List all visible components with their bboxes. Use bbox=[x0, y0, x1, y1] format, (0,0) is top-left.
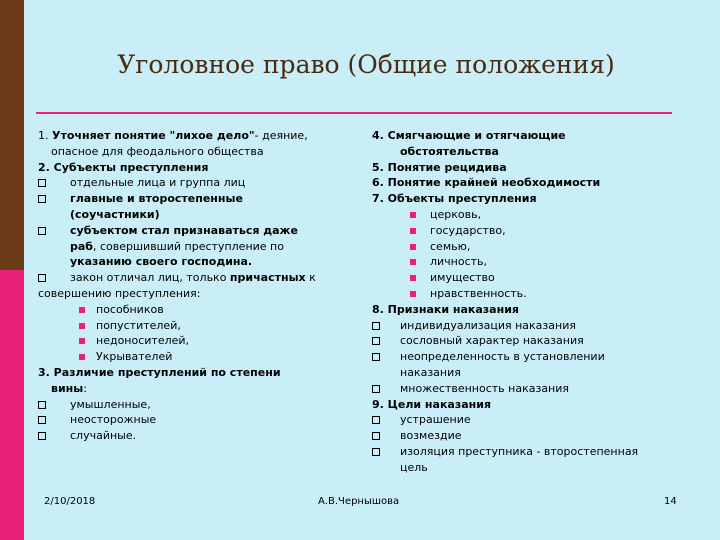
title-divider bbox=[36, 112, 672, 114]
list-item: 5. Понятие рецидива bbox=[372, 160, 507, 174]
square-bullet-icon bbox=[372, 322, 380, 330]
square-bullet-icon bbox=[372, 416, 380, 424]
list-item: сословный характер наказания bbox=[372, 333, 672, 349]
list-item: закон отличал лиц, только причастных к совершению преступления: bbox=[38, 271, 316, 300]
list-item: 7. Объекты преступления bbox=[372, 192, 537, 206]
list-item: государство, bbox=[372, 223, 672, 239]
footer-author: А.В.Чернышова bbox=[318, 496, 400, 507]
list-item: 1. Уточняет понятие "лихое дело"- деяние, опасное для феодального общества bbox=[38, 129, 308, 158]
list-item: неопределенность в установлении наказания bbox=[372, 349, 672, 381]
filled-bullet-icon bbox=[410, 212, 416, 218]
filled-bullet-icon bbox=[79, 338, 85, 344]
list-item: субъектом стал признаваться даже раб, совершивший преступление по указанию своего господина. bbox=[38, 223, 358, 270]
list-item: семью, bbox=[372, 239, 672, 255]
list-item: церковь, bbox=[372, 207, 672, 223]
filled-bullet-icon bbox=[410, 291, 416, 297]
footer-date: 2/10/2018 bbox=[44, 496, 96, 507]
right-column bbox=[372, 128, 672, 476]
page-number: 14 bbox=[664, 496, 677, 507]
filled-bullet-icon bbox=[410, 259, 416, 265]
square-bullet-icon bbox=[38, 274, 46, 282]
list-item: 8. Признаки наказания bbox=[372, 302, 519, 316]
square-bullet-icon bbox=[372, 337, 380, 345]
list-item: умышленные, bbox=[38, 397, 358, 413]
square-bullet-icon bbox=[38, 401, 46, 409]
filled-bullet-icon bbox=[410, 275, 416, 281]
list-item: имущество bbox=[372, 270, 672, 286]
list-item: неосторожные bbox=[38, 412, 358, 428]
list-item: недоносителей, bbox=[38, 333, 358, 349]
list-item: устрашение bbox=[372, 412, 672, 428]
square-bullet-icon bbox=[372, 448, 380, 456]
square-bullet-icon bbox=[38, 195, 46, 203]
list-item: пособников bbox=[38, 302, 358, 318]
list-item: нравственность. bbox=[372, 286, 672, 302]
list-item: изоляция преступника - второстепенная цель bbox=[372, 444, 672, 476]
list-item: 4. Смягчающие и отягчающие обстоятельства bbox=[372, 129, 566, 158]
accent-bar-bottom bbox=[0, 270, 24, 540]
slide-title: Уголовное право (Общие положения) bbox=[117, 50, 615, 79]
list-item: Укрывателей bbox=[38, 349, 358, 365]
list-item: личность, bbox=[372, 254, 672, 270]
filled-bullet-icon bbox=[410, 228, 416, 234]
square-bullet-icon bbox=[38, 432, 46, 440]
list-item: 9. Цели наказания bbox=[372, 397, 492, 411]
list-item: индивидуализация наказания bbox=[372, 318, 672, 334]
list-item: отдельные лица и группа лиц bbox=[38, 175, 358, 191]
filled-bullet-icon bbox=[79, 307, 85, 313]
square-bullet-icon bbox=[38, 227, 46, 235]
list-item: 3. Различие преступлений по степени вины: bbox=[38, 365, 281, 395]
square-bullet-icon bbox=[372, 432, 380, 440]
list-item: случайные. bbox=[38, 428, 358, 444]
accent-bar-top bbox=[0, 0, 24, 270]
square-bullet-icon bbox=[38, 416, 46, 424]
left-column bbox=[38, 128, 358, 444]
square-bullet-icon bbox=[372, 385, 380, 393]
filled-bullet-icon bbox=[79, 323, 85, 329]
list-item: главные и второстепенные (соучастники) bbox=[38, 191, 358, 223]
list-item: 2. Субъекты преступления bbox=[38, 160, 209, 174]
list-item: множественность наказания bbox=[372, 381, 672, 397]
filled-bullet-icon bbox=[410, 244, 416, 250]
square-bullet-icon bbox=[372, 353, 380, 361]
square-bullet-icon bbox=[38, 179, 46, 187]
filled-bullet-icon bbox=[79, 354, 85, 360]
list-item: попустителей, bbox=[38, 318, 358, 334]
list-item: 6. Понятие крайней необходимости bbox=[372, 176, 601, 190]
list-item: возмездие bbox=[372, 428, 672, 444]
